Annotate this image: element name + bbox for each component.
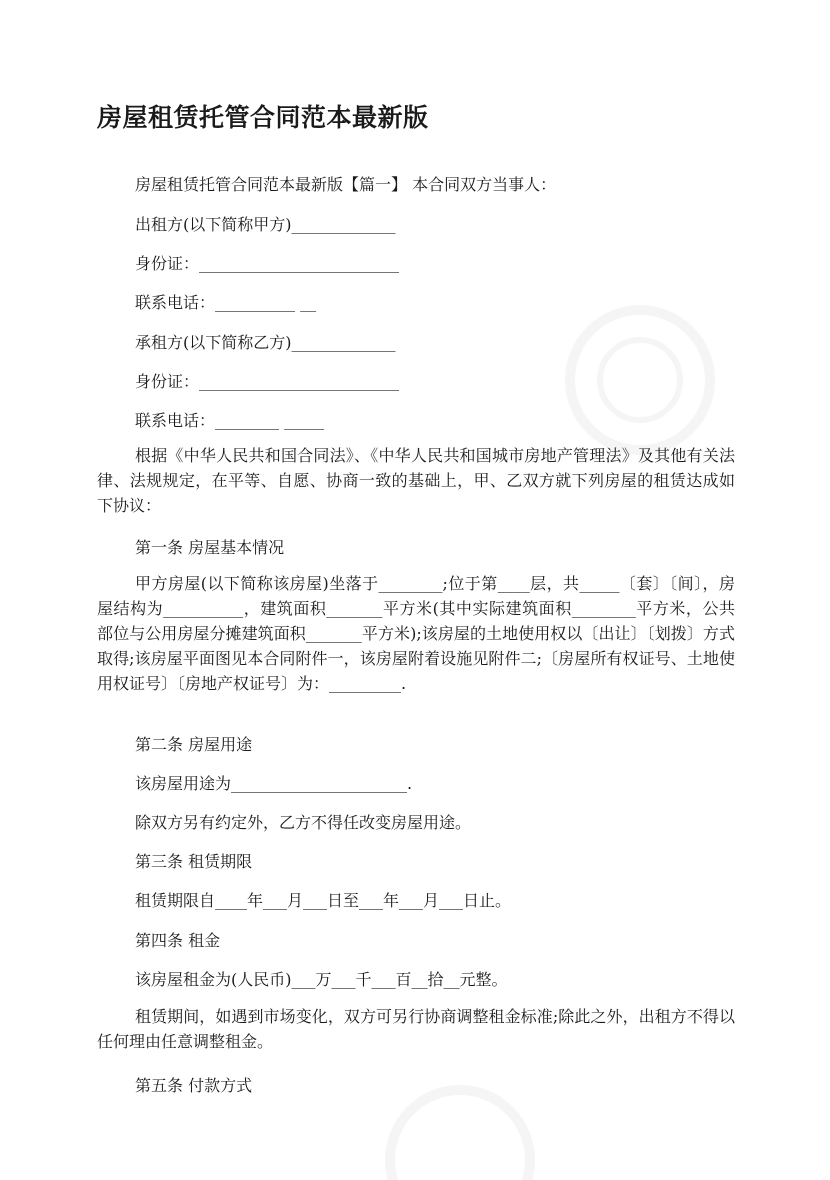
article-2-heading: 第二条 房屋用途 [135, 735, 253, 754]
landlord-phone-line: 联系电话：__________ __ [135, 293, 317, 312]
tenant-line: 承租方(以下简称乙方)_____________ [135, 333, 396, 352]
article-3-body: 租赁期限自____年___月___日至___年___月___日止。 [135, 891, 512, 910]
article-4-heading: 第四条 租金 [135, 931, 221, 950]
article-1-heading: 第一条 房屋基本情况 [135, 538, 285, 557]
watermark-logo [560, 300, 720, 460]
intro-line: 房屋租赁托管合同范本最新版【篇一】 本合同双方当事人： [135, 175, 557, 194]
article-4-rent-line: 该房屋租金为(人民币)___万___千___百__拾__元整。 [135, 970, 508, 989]
article-2-restriction-line: 除双方另有约定外，乙方不得任改变房屋用途。 [135, 813, 472, 832]
tenant-phone-line: 联系电话：________ _____ [135, 411, 325, 430]
tenant-id-line: 身份证：_________________________ [135, 372, 400, 391]
article-2-usage-line: 该房屋用途为______________________. [135, 774, 413, 793]
basis-paragraph: 根据《中华人民共和国合同法》、《中华人民共和国城市房地产管理法》及其他有关法律、法规规定，在平等、自愿、协商一致的基础上，甲、乙双方就下列房屋的租赁达成如下协议： [97, 446, 735, 515]
landlord-line: 出租方(以下简称甲方)_____________ [135, 215, 396, 234]
document-title: 房屋租赁托管合同范本最新版 [97, 103, 429, 132]
watermark-logo-bottom [380, 1080, 540, 1180]
article-5-heading: 第五条 付款方式 [135, 1076, 253, 1095]
article-1-body: 甲方房屋(以下简称该房屋)坐落于________;位于第____层，共_____〔套〕〔间〕，房屋结构为__________，建筑面积_______平方米(其中实际建筑面积________平方米，公共部位与公用房屋分摊建筑面积_______平方米);该房屋的土地使用权以〔出让〕〔划拨〕方式取得;该房屋平面图见本合同附件一，该房屋附着设施见附件二;〔房屋所有权证号、土地使用权证号〕〔房地产权证号〕为：_________. [97, 574, 735, 693]
landlord-id-line: 身份证：_________________________ [135, 254, 400, 273]
article-3-heading: 第三条 租赁期限 [135, 852, 253, 871]
article-4-adjustment-paragraph: 租赁期间，如遇到市场变化，双方可另行协商调整租金标准;除此之外，出租方不得以任何理由任意调整租金。 [97, 1007, 735, 1051]
